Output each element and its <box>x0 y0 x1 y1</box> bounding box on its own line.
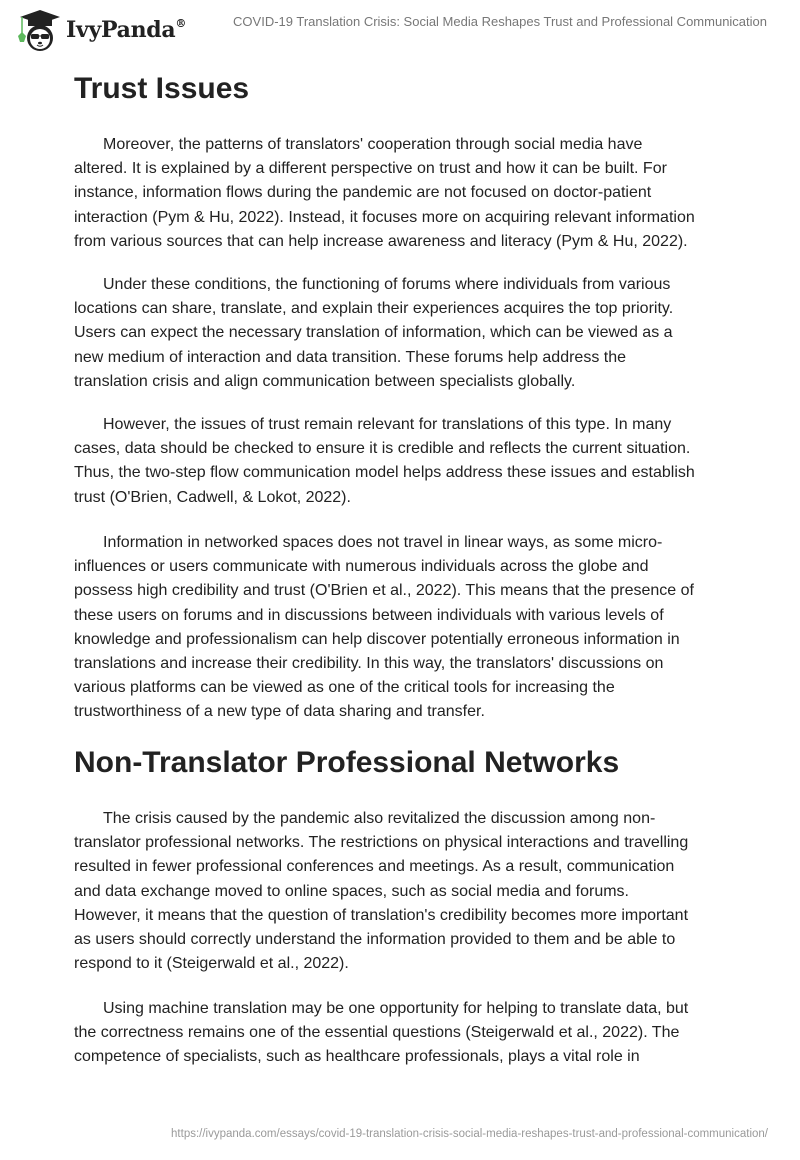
text-line: resulted in fewer professional conferences and meetings. As a result, communication <box>74 858 675 876</box>
text-line: Moreover, the patterns of translators' cooperation through social media have <box>103 136 643 153</box>
text-line: cases, data should be checked to ensure it is credible and reflects the current situation. <box>74 440 691 458</box>
text-line: various platforms can be viewed as one of the critical tools for increasing the <box>74 679 615 697</box>
paragraph <box>74 413 734 510</box>
source-url-link[interactable]: https://ivypanda.com/essays/covid-19-translation-crisis-social-media-reshapes-trust-and-professional-communication/ <box>171 1128 768 1140</box>
text-line: instance, information flows during the pandemic are not focused on doctor-patient <box>74 184 652 202</box>
paragraph <box>74 997 734 1070</box>
brand-text: IvyPanda <box>66 17 176 43</box>
text-line: and data exchange moved to online spaces, such as social media and forums. <box>74 882 629 900</box>
text-line: trust (O'Brien, Cadwell, & Lokot, 2022). <box>74 488 351 506</box>
registered-mark: ® <box>175 16 187 30</box>
ivypanda-logo[interactable] <box>14 8 186 52</box>
paragraph <box>74 273 734 394</box>
text-line: Using machine translation may be one opportunity for helping to translate data, but <box>103 1000 689 1017</box>
text-line: Under these conditions, the functioning of forums where individuals from various <box>103 276 671 293</box>
text-line: as users should correctly understand the information provided to them and be able to <box>74 931 676 949</box>
text-line: influences or users communicate with numerous individuals across the globe and <box>74 558 649 576</box>
text-line: the correctness remains one of the essential questions (Steigerwald et al., 2022). The <box>74 1024 680 1042</box>
paragraph <box>74 531 734 725</box>
paragraph <box>74 807 734 976</box>
text-line: possess high credibility and trust (O'Brien et al., 2022). This means that the presence of <box>74 582 694 600</box>
brand-name <box>66 17 186 43</box>
text-line: these users on forums and in discussions between individuals with various levels of <box>74 606 664 624</box>
text-line: knowledge and professionalism can help discover potentially erroneous information in <box>74 630 680 648</box>
text-line: new medium of interaction and data transition. These forums help address the <box>74 348 627 366</box>
text-line: Information in networked spaces does not travel in linear ways, as some micro- <box>103 534 663 551</box>
text-line: from various sources that can help increase awareness and literacy (Pym & Hu, 2022). <box>74 232 688 250</box>
panda-graduate-icon <box>14 8 62 52</box>
text-line: Users can expect the necessary translation of information, which can be viewed as a <box>74 324 673 342</box>
text-line: altered. It is explained by a different perspective on trust and how it can be built. For <box>74 160 667 178</box>
text-line: locations can share, translate, and explain their experiences acquires the top priority. <box>74 300 674 318</box>
text-line: competence of specialists, such as healthcare professionals, plays a vital role in <box>74 1048 640 1066</box>
text-line: respond to it (Steigerwald et al., 2022). <box>74 955 349 973</box>
document-title: COVID-19 Translation Crisis: Social Media Reshapes Trust and Professional Communication <box>233 14 767 29</box>
text-line: The crisis caused by the pandemic also revitalized the discussion among non- <box>103 810 656 827</box>
text-line: However, it means that the question of translation's credibility becomes more important <box>74 906 689 924</box>
text-line: translations and increase their credibility. In this way, the translators' discussions on <box>74 655 664 673</box>
text-line: translation crisis and align communication between specialists globally. <box>74 372 576 390</box>
page-header <box>0 0 800 56</box>
section-heading-trust-issues: Trust Issues <box>74 72 250 105</box>
text-line: translator professional networks. The restrictions on physical interactions and travelling <box>74 834 689 852</box>
text-line: trustworthiness of a new type of data sharing and transfer. <box>74 703 485 721</box>
paragraph <box>74 133 734 254</box>
text-line: Thus, the two-step flow communication model helps address these issues and establish <box>74 464 695 482</box>
text-line: However, the issues of trust remain relevant for translations of this type. In many <box>103 416 672 433</box>
text-line: interaction (Pym & Hu, 2022). Instead, it focuses more on acquiring relevant information <box>74 208 695 226</box>
section-heading-non-translator-networks: Non-Translator Professional Networks <box>74 746 620 779</box>
